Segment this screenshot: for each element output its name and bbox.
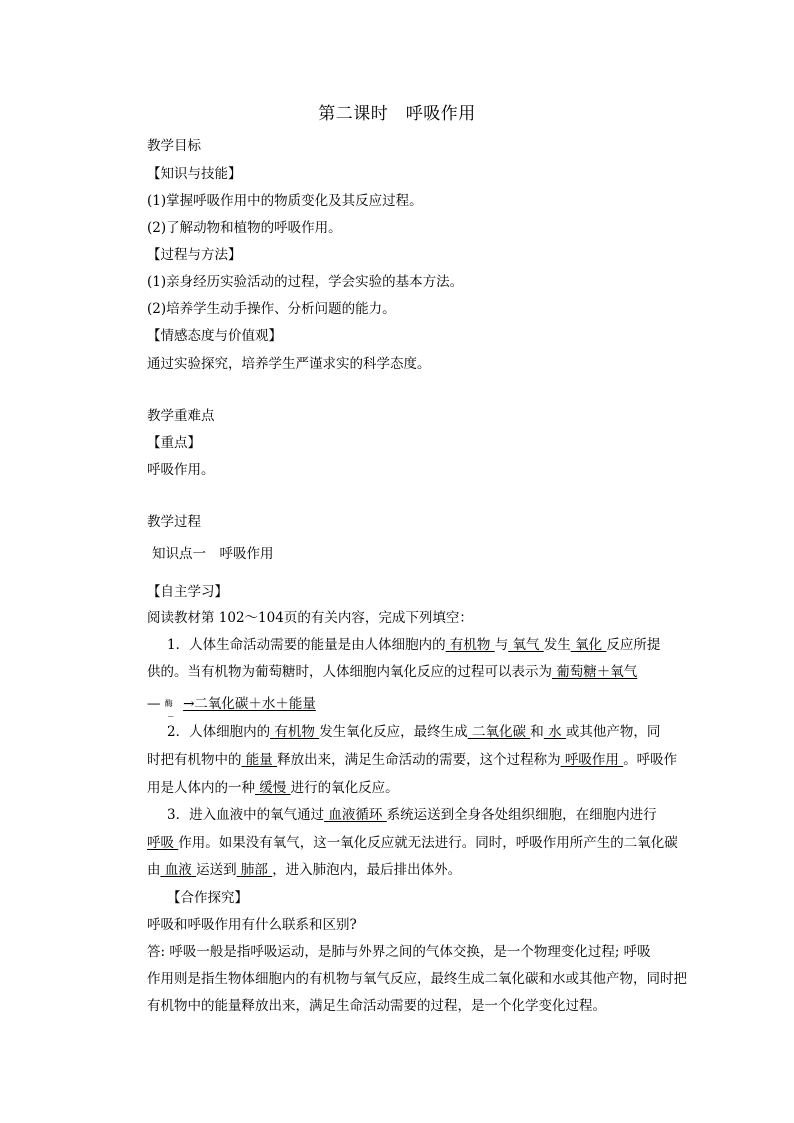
answer-line-2: 作用则是指生物体细胞内的有机物与氧气反应，最终生成二氧化碳和水或其他产物，同时把 — [147, 971, 687, 987]
blank: 氧化 — [575, 637, 603, 653]
blank: →二氧化碳＋水＋能量 — [183, 696, 316, 712]
process-item-1: (1)亲身经历实验活动的过程，学会实验的基本方法。 — [147, 274, 464, 290]
blank: 葡萄糖＋氧气 — [556, 664, 638, 680]
blank: 呼吸 — [147, 835, 174, 851]
blank: 血液 — [164, 862, 192, 878]
q3-line-1: 3．进入血液中的氧气通过 血液循环 系统运送到全身各处组织细胞，在细胞内进行 — [167, 807, 657, 823]
self-study-label: 【自主学习】 — [147, 584, 228, 600]
process-label: 【过程与方法】 — [147, 247, 242, 263]
q2-line-3: 用是人体内的一种 缓慢 进行的氧化反应。 — [147, 780, 399, 796]
procedure-heading: 教学过程 — [147, 514, 201, 530]
q2-line-2: 时把有机物中的 能量 释放出来，满足生命活动的需要，这个过程称为 呼吸作用 。呼吸作 — [147, 752, 678, 768]
q3-line-2: 呼吸 作用。如果没有氧气，这一氧化反应就无法进行。同时，呼吸作用所产生的二氧化碳由 血液 运送到 肺部 ，进入肺泡内，最后排出体外。 — [147, 835, 678, 878]
knowledge-item-2: (2)了解动物和植物的呼吸作用。 — [147, 220, 342, 236]
q1-line-1: 1．人体生命活动需要的能量是由人体细胞内的 有机物 与 氧气 发生 氧化 反应所提 — [167, 637, 661, 653]
objectives-heading: 教学目标 — [147, 138, 201, 154]
knowledge-label: 【知识与技能】 — [147, 166, 242, 182]
blank: 有机物 — [274, 724, 315, 740]
keypoints-label: 【重点】 — [147, 435, 201, 451]
enzyme-label: 酶 — [164, 699, 173, 708]
keypoints-text: 呼吸作用。 — [147, 462, 215, 478]
attitude-label: 【情感态度与价值观】 — [147, 328, 282, 344]
q1-line-3: — 酶 — →二氧化碳＋水＋能量 — [147, 696, 316, 720]
instruction-text: 阅读教材第 102～104页的有关内容，完成下列填空： — [147, 610, 473, 626]
blank: 有机物 — [449, 637, 491, 653]
answer-line-3: 有机物中的能量释放出来，满足生命活动需要的过程，是一个化学变化过程。 — [147, 998, 606, 1014]
page-title: 第二课时 呼吸作用 — [318, 104, 476, 124]
blank: 肺部 — [240, 862, 268, 878]
blank: 缓慢 — [259, 780, 287, 796]
blank: 二氧化碳 — [471, 724, 526, 740]
coop-question: 呼吸和呼吸作用有什么联系和区别? — [147, 917, 357, 933]
blank: 呼吸作用 — [564, 752, 619, 768]
answer-line-1: 答: 呼吸一般是指呼吸运动，是肺与外界之间的气体交换，是一个物理变化过程; 呼吸 — [147, 944, 651, 960]
q1-line-2: 供的。当有机物为葡萄糖时，人体细胞内氧化反应的过程可以表示为 葡萄糖＋氧气 — [147, 664, 638, 680]
knowledge-item-1: (1)掌握呼吸作用中的物质变化及其反应过程。 — [147, 193, 423, 209]
attitude-item-1: 通过实验探究，培养学生严谨求实的科学态度。 — [147, 356, 431, 372]
process-item-2: (2)培养学生动手操作、分析问题的能力。 — [147, 301, 396, 317]
blank: 血液循环 — [328, 807, 383, 823]
topic-heading: 知识点一 呼吸作用 — [152, 546, 274, 562]
keypoints-heading: 教学重难点 — [147, 408, 215, 424]
blank: 氧气 — [512, 637, 540, 653]
q2-line-1: 2．人体细胞内的 有机物 发生氧化反应，最终生成 二氧化碳 和 水 或其他产物，同 — [167, 724, 661, 740]
coop-label: 【合作探究】 — [167, 890, 248, 906]
blank: 能量 — [245, 752, 273, 768]
blank: 水 — [548, 724, 562, 740]
